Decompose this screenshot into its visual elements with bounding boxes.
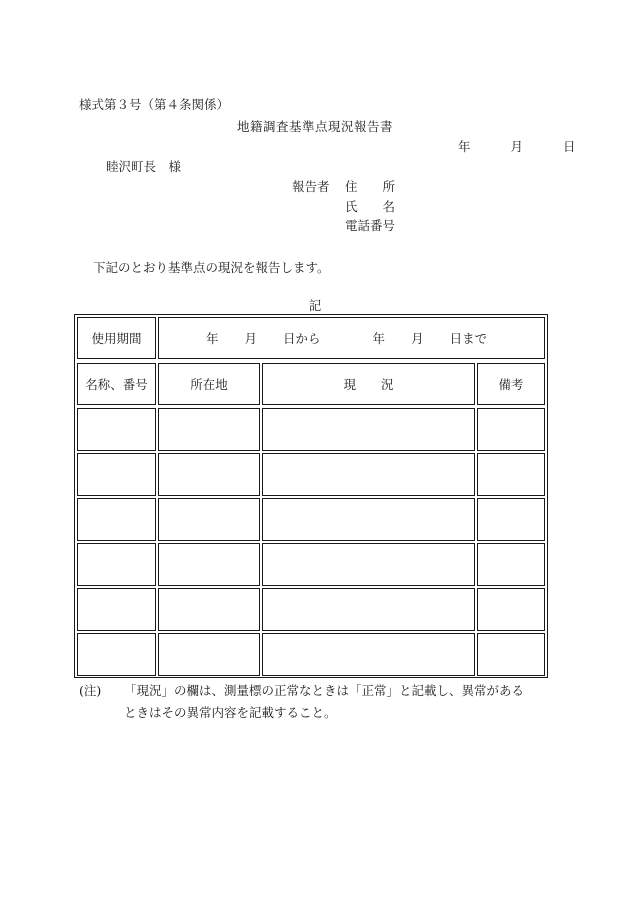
table-cell-row5-location[interactable] [158, 588, 260, 631]
reporter-phone-label: 電話番号 [345, 218, 396, 233]
table-cell-row3-location[interactable] [158, 498, 260, 541]
report-table [74, 314, 548, 678]
period-label-cell [77, 317, 156, 359]
table-cell-row6-status[interactable] [262, 633, 475, 676]
column-header-location [158, 363, 260, 405]
column-header-name [77, 363, 156, 405]
report-date [458, 141, 575, 154]
table-cell-row6-remarks[interactable] [477, 633, 545, 676]
table-cell-row4-status[interactable] [262, 543, 475, 586]
table-cell-row4-location[interactable] [158, 543, 260, 586]
document-title [0, 121, 630, 134]
form-number: 様式第３号（第４条関係） [79, 97, 230, 112]
column-header-name-text: 名称、番号 [85, 377, 148, 392]
table-cell-row6-name[interactable] [77, 633, 156, 676]
period-to-year: 年 [372, 331, 386, 346]
table-cell-row3-name[interactable] [77, 498, 156, 541]
table-cell-row3-remarks[interactable] [477, 498, 545, 541]
table-cell-row2-name[interactable] [77, 453, 156, 496]
date-month: 月 [510, 139, 523, 154]
period-label: 使用期間 [91, 331, 142, 346]
table-cell-row4-remarks[interactable] [477, 543, 545, 586]
table-cell-row5-remarks[interactable] [477, 588, 545, 631]
period-to-month: 月 [411, 331, 424, 346]
date-year: 年 [458, 139, 471, 154]
table-cell-row1-status[interactable] [262, 408, 475, 451]
note-line-2: ときはその異常内容を記載すること。 [124, 705, 337, 720]
document-title-text: 地籍調査基準点現況報告書 [236, 119, 393, 134]
period-from-month: 月 [244, 331, 258, 346]
reporter-address-label: 住 所 [345, 179, 396, 194]
intro-text: 下記のとおり基準点の現況を報告します。 [93, 260, 330, 275]
period-from-day: 日から [283, 331, 321, 346]
table-cell-row2-status[interactable] [262, 453, 475, 496]
table-cell-row5-name[interactable] [77, 588, 156, 631]
column-header-remarks [477, 363, 545, 405]
reporter-label: 報告者 [292, 179, 330, 194]
table-cell-row2-remarks[interactable] [477, 453, 545, 496]
period-value-cell[interactable] [158, 317, 545, 359]
table-cell-row2-location[interactable] [158, 453, 260, 496]
note-prefix: (注) [79, 683, 102, 698]
table-cell-row1-location[interactable] [158, 408, 260, 451]
table-cell-row1-remarks[interactable] [477, 408, 545, 451]
reporter-name-label: 氏 名 [345, 199, 396, 214]
column-header-status-text: 現 況 [343, 377, 394, 392]
period-to-day: 日まで [449, 331, 488, 346]
addressee: 睦沢町長 様 [106, 159, 182, 174]
column-header-status [262, 363, 475, 405]
table-cell-row5-status[interactable] [262, 588, 475, 631]
table-cell-row6-location[interactable] [158, 633, 260, 676]
table-cell-row3-status[interactable] [262, 498, 475, 541]
column-header-remarks-text: 備考 [498, 377, 524, 392]
column-header-location-text: 所在地 [190, 377, 228, 392]
date-day: 日 [562, 139, 576, 154]
period-from-year: 年 [206, 331, 219, 346]
table-cell-row1-name[interactable] [77, 408, 156, 451]
note-line-1: 「現況」の欄は、測量標の正常なときは「正常」と記載し、異常がある [124, 683, 525, 698]
record-heading: 記 [308, 298, 322, 313]
table-cell-row4-name[interactable] [77, 543, 156, 586]
